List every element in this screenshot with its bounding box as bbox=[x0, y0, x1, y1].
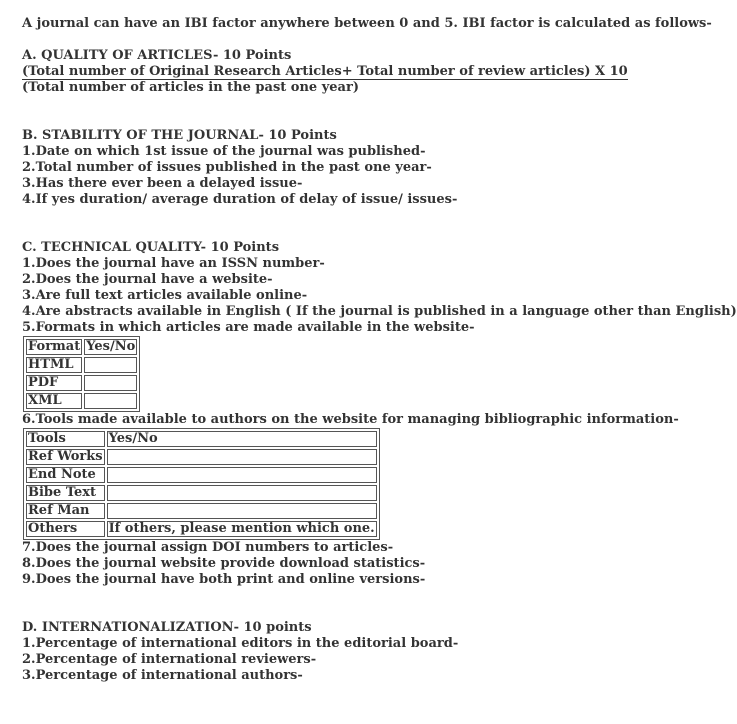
tools-header-yes-no: Yes/No bbox=[107, 431, 377, 447]
intro-text: A journal can have an IBI factor anywhere between 0 and 5. IBI factor is calculated as follows- bbox=[22, 16, 712, 31]
section-c-item-4: 4.Are abstracts available in English ( If the journal is published in a language other than English) bbox=[22, 304, 737, 319]
section-c-title: C. TECHNICAL QUALITY- 10 Points bbox=[22, 240, 280, 255]
tool-name-cell: Bibe Text bbox=[26, 485, 105, 501]
tool-name-cell: Ref Works bbox=[28, 449, 103, 464]
tools-table bbox=[23, 428, 380, 540]
table-row bbox=[26, 375, 137, 391]
section-c-item-9: 9.Does the journal have both print and online versions- bbox=[22, 572, 426, 587]
formula-numerator-row bbox=[22, 64, 652, 80]
formats-header-format: Format bbox=[28, 339, 81, 354]
section-b-item-4: 4.If yes duration/ average duration of delay of issue/ issues- bbox=[22, 192, 458, 207]
format-name-cell: HTML bbox=[26, 357, 82, 373]
table-row bbox=[26, 393, 137, 409]
tool-name-cell: End Note bbox=[26, 467, 105, 483]
tool-answer-cell[interactable]: If others, please mention which one. bbox=[108, 521, 375, 536]
section-b-title: B. STABILITY OF THE JOURNAL- 10 Points bbox=[22, 128, 337, 143]
section-c-item-8: 8.Does the journal website provide download statistics- bbox=[22, 556, 426, 571]
table-row bbox=[26, 467, 377, 483]
section-c-item-2: 2.Does the journal have a website- bbox=[22, 272, 273, 287]
tool-answer-cell[interactable] bbox=[107, 449, 377, 465]
section-c-item-5: 5.Formats in which articles are made available in the website- bbox=[22, 320, 475, 335]
formula-numerator: (Total number of Original Research Articles+ Total number of review articles) X 10 bbox=[22, 64, 628, 79]
section-c-item-3: 3.Are full text articles available online- bbox=[22, 288, 308, 303]
section-a-title: A. QUALITY OF ARTICLES- 10 Points bbox=[22, 48, 292, 63]
tool-name-cell: Others bbox=[26, 521, 105, 537]
formula-denominator: (Total number of articles in the past one year) bbox=[22, 80, 359, 95]
section-b-item-2: 2.Total number of issues published in the past one year- bbox=[22, 160, 432, 175]
section-d-item-1: 1.Percentage of international editors in the editorial board- bbox=[22, 636, 459, 651]
table-row bbox=[26, 521, 377, 537]
tool-answer-cell[interactable] bbox=[107, 485, 377, 501]
section-b-item-3: 3.Has there ever been a delayed issue- bbox=[22, 176, 303, 191]
format-answer-cell[interactable] bbox=[84, 393, 137, 409]
section-d-item-3: 3.Percentage of international authors- bbox=[22, 668, 303, 683]
tools-table-header bbox=[26, 431, 377, 447]
table-row bbox=[26, 449, 377, 465]
table-row bbox=[26, 485, 377, 501]
tool-answer-cell[interactable] bbox=[107, 467, 377, 483]
format-answer-cell[interactable] bbox=[84, 357, 137, 373]
tool-name-cell: Ref Man bbox=[26, 503, 105, 519]
format-name-cell: XML bbox=[26, 393, 82, 409]
table-row bbox=[26, 503, 377, 519]
section-d-title: D. INTERNATIONALIZATION- 10 points bbox=[22, 620, 312, 635]
formats-table bbox=[23, 336, 140, 412]
section-c-item-7: 7.Does the journal assign DOI numbers to articles- bbox=[22, 540, 394, 555]
format-answer-cell[interactable] bbox=[84, 375, 137, 391]
format-name-cell: PDF bbox=[26, 375, 82, 391]
section-c-item-1: 1.Does the journal have an ISSN number- bbox=[22, 256, 325, 271]
document bbox=[22, 16, 737, 684]
section-b-item-1: 1.Date on which 1st issue of the journal was published- bbox=[22, 144, 426, 159]
section-d-item-2: 2.Percentage of international reviewers- bbox=[22, 652, 317, 667]
table-row bbox=[26, 357, 137, 373]
tool-answer-cell[interactable] bbox=[107, 503, 377, 519]
section-c-item-6: 6.Tools made available to authors on the website for managing bibliographic information- bbox=[22, 412, 679, 427]
tools-header-tools: Tools bbox=[26, 431, 105, 447]
formats-table-header bbox=[26, 339, 137, 355]
formats-header-yes-no: Yes/No bbox=[86, 339, 136, 354]
